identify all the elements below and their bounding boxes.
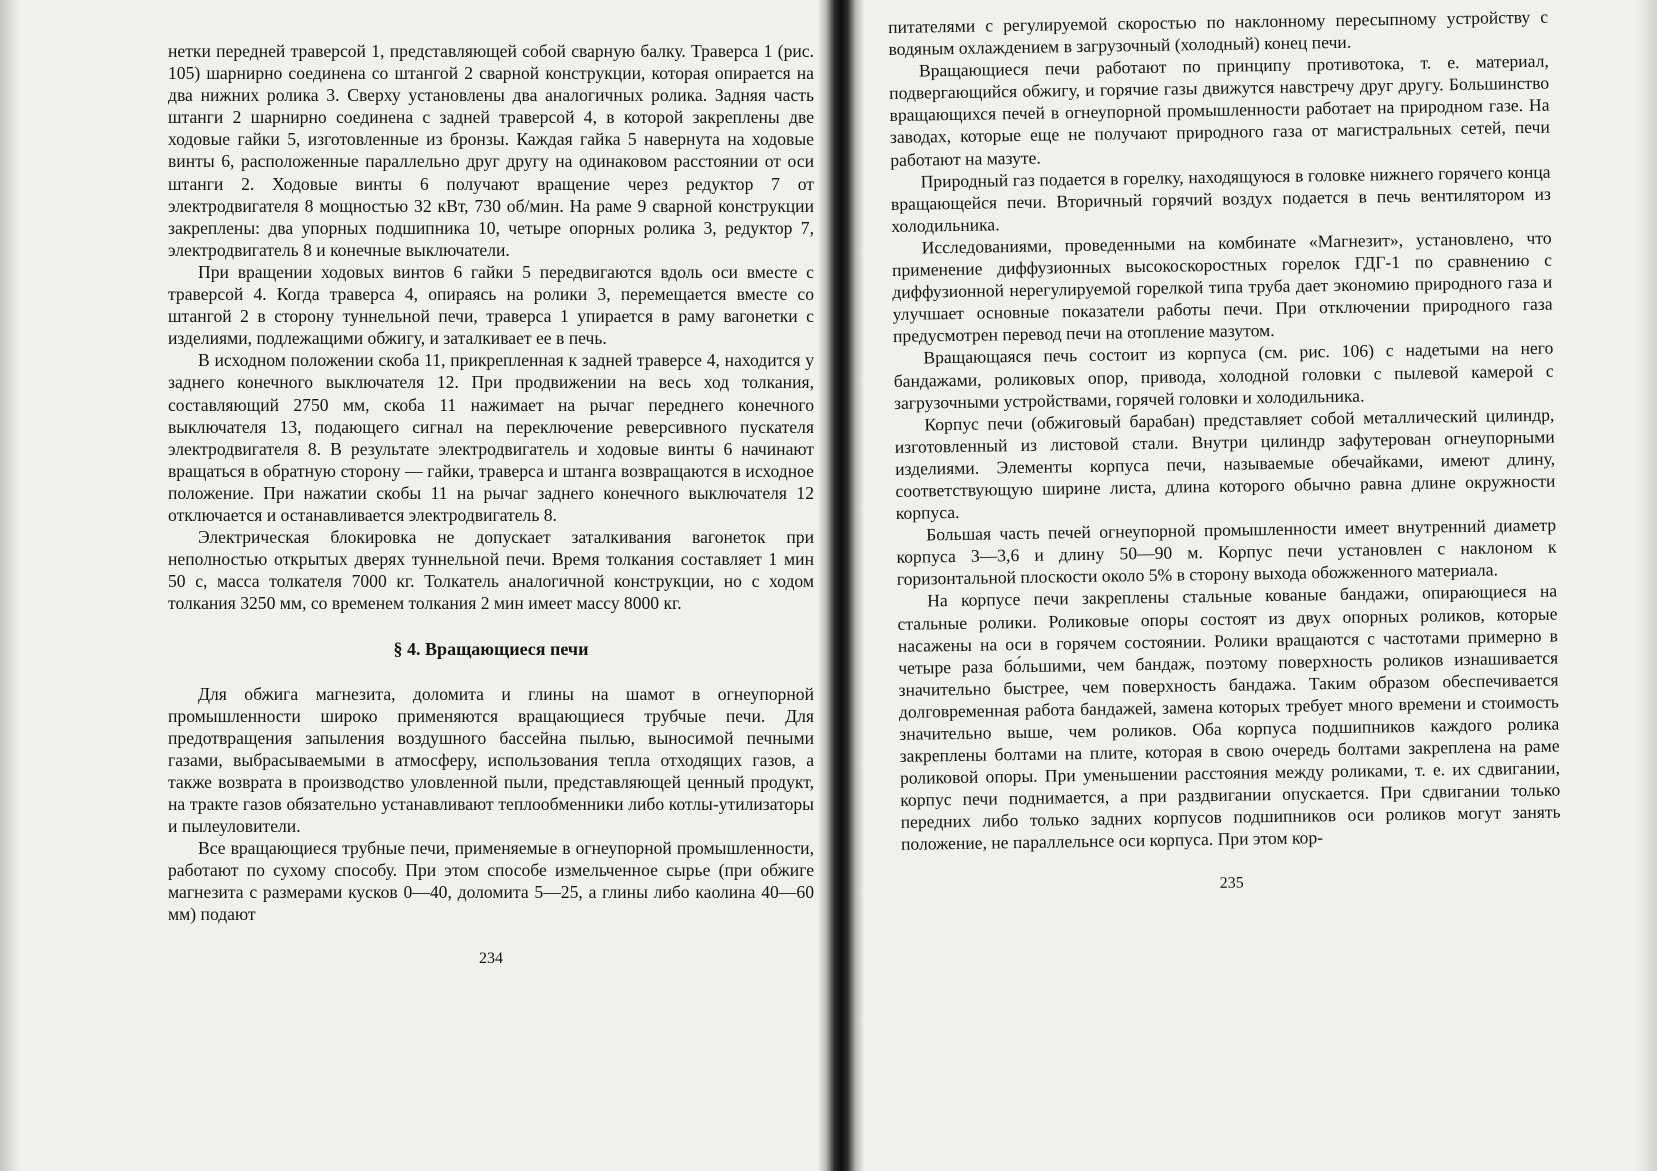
right-page <box>888 6 1562 900</box>
paragraph: питателями с регулируемой скоростью по наклонному пересыпному устройству с водяным охлаждением в загрузочный (холодный) конец печи. <box>888 6 1549 60</box>
page-edge-left <box>0 0 20 1171</box>
paragraph: Для обжига магнезита, доломита и глины на шамот в огнеупорной промышленности широко применяются вращающиеся трубчые печи. Для предотвращения запыления воздушного бассейна пылью, выносимой печными газами, выбрасываемыми в атмосферу, использования тепла отходящих газов, а также возврата в производство уловленной пыли, представляющей ценный продукт, на тракте газов обязательно устанавливают теплообменники либо котлы-утилизаторы и пылеуловители. <box>168 683 814 837</box>
page-number: 234 <box>479 949 503 967</box>
paragraph: Вращающаяся печь состоит из корпуса (см. рис. 106) с надетыми на него бандажами, роликовых опор, привода, холодной головки с пылевой камерой с загрузочными устройствами, горячей головки и холодильника. <box>893 337 1554 413</box>
paragraph: Корпус печи (обжиговый барабан) представляет собой металлический цилиндр, изготовленный из листовой стали. Внутри цилиндр зафутерован огнеупорными изделиями. Элементы корпуса печи, называемые обечайками, имеют длину, соответствующую ширине листа, длина которого обычно равна длине окружности корпуса. <box>894 404 1556 523</box>
paragraph: Вращающиеся печи работают по принципу противотока, т. е. материал, подвергающийся обжигу, и горячие газы движутся навстречу друг другу. Большинство вращающихся печей в огнеупорной промышленности работает на природном газе. На заводах, которые еще не получают природного газа от магистральных сетей, печи работают на мазуте. <box>889 50 1550 170</box>
paragraph: Исследованиями, проведенными на комбинате «Магнезит», установлено, что применение диффузионных высокоскоростных горелок ГДГ-1 по сравнению с диффузионной нерегулируемой горелкой типа труба дает экономию природного газа и улучшает основные показатели работы печи. При отключении природного газа предусмотрен перевод печи на отопление мазутом. <box>891 227 1553 347</box>
paragraph: нетки передней траверсой 1, представляющей собой сварную балку. Траверса 1 (рис. 105) шарнирно соединена со штангой 2 сварной конструкции, которая опирается на два нижних ролика 3. Сверху установлены два аналогичных ролика. Задняя часть штанги 2 шарнирно соединена с задней траверсой 4, в которой закреплены две ходовые гайки 5, изготовленные из бронзы. Каждая гайка 5 навернута на ходовые винты 6, расположенные параллельно друг другу на одинаковом расстоянии от оси штанги 2. Ходовые винты 6 получают вращение через редуктор 7 от электродвигателя 8 мощностью 32 кВт, 730 об/мин. На раме 9 сварной конструкции закреплены: два упорных подшипника 10, четыре опорных ролика 3, редуктор 7, электродвигатель 8 и конечные выключатели. <box>168 41 814 260</box>
page-edge-right <box>1637 0 1657 1171</box>
paragraph: На корпусе печи закреплены стальные кованые бандажи, опирающиеся на стальные ролики. Роликовые опоры состоят из двух опорных роликов, которые насажены на оси в горячем состоянии. Ролики вращаются с частотами примерно в четыре раза бо́льшими, чем бандаж, поэтому поверхность роликов изнашивается значительно быстрее, чем поверхность бандажа. Таким образом обеспечивается долговременная работа бандажей, замена которых требует много времени и стоимость значительно выше, чем роликов. Оба корпуса подшипников каждого ролика закреплены болтами на плите, которая в свою очередь болтами закреплена на раме роликовой опоры. При уменьшении расстояния между роликами, т. е. их сдвигании, корпус печи поднимается, а при раздвигании опускается. При сдвигании только передних либо только задних корпусов подшипников оси роликов могут занять положение, не параллельнсе оси корпуса. При этом кор- <box>897 580 1561 855</box>
paragraph: При вращении ходовых винтов 6 гайки 5 передвигаются вдоль оси вместе с траверсой 4. Когда траверса 4, опираясь на ролики 3, перемещается вместе со штангой 2 в сторону туннельной печи, траверса 1 упирается в раму вагонетки с изделиями, подлежащими обжигу, и заталкивает ее в печь. <box>168 261 814 349</box>
paragraph: В исходном положении скоба 11, прикрепленная к задней траверсе 4, находится у заднего конечного выключателя 12. При продвижении на весь ход толкания, составляющий 2750 мм, скоба 11 нажимает на рычаг переднего конечного выключателя 13, подающего сигнал на переключение реверсивного пускателя электродвигателя 8. В результате электродвигатель и ходовые винты 6 начинают вращаться в обратную сторону — гайки, траверса и штанга возвращаются в исходное положение. При нажатии скобы 11 на рычаг заднего конечного выключателя 12 отключается и останавливается электродвигатель 8. <box>168 350 814 525</box>
paragraph: Большая часть печей огнеупорной промышленности имеет внутренний диаметр корпуса 3—3,6 и длину 50—90 м. Корпус печи установлен с наклоном к горизонтальной плоскости около 5% в сторону выхода обожженного материала. <box>896 514 1557 590</box>
page-number: 235 <box>1219 874 1244 892</box>
paragraph: Электрическая блокировка не допускает заталкивания вагонеток при неполностью открытых дверях туннельной печи. Время толкания составляет 1 мин 50 с, масса толкателя 7000 кг. Толкатель аналогичной конструкции, но с ходом толкания 3250 мм, со временем толкания 2 мин имеет массу 8000 кг. <box>168 527 814 614</box>
paragraph: Природный газ подается в горелку, находящуюся в головке нижнего горячего конца вращающейся печи. Вторичный горячий воздух подается в печь вентилятором из холодильника. <box>890 161 1552 236</box>
section-heading: § 4. Вращающиеся печи <box>393 639 589 660</box>
left-page <box>168 40 814 970</box>
book-gutter <box>818 0 864 1171</box>
paragraph: Все вращающиеся трубные печи, применяемые в огнеупорной промышленности, работают по сухому способу. При этом способе измельченное сырье (при обжиге магнезита с размерами кусков 0—40, доломита 5—25, а глины либо каолина 40—60 мм) подают <box>168 838 814 925</box>
